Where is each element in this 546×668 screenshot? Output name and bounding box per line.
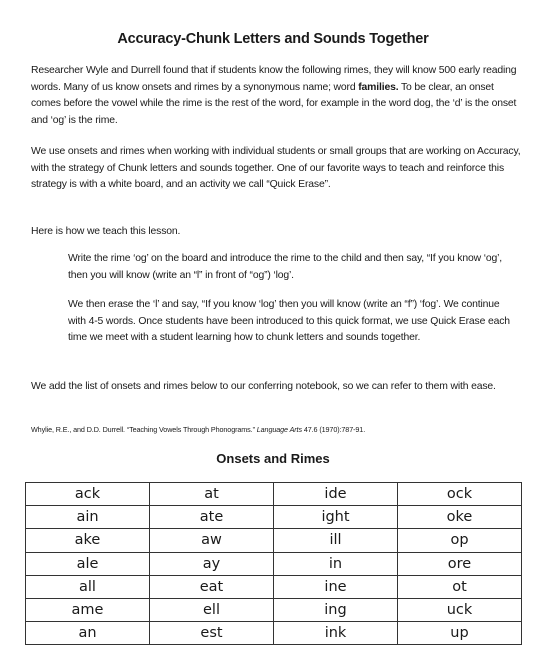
rime-cell: an (26, 622, 150, 645)
rimes-table (25, 482, 522, 645)
rime-cell: in (274, 552, 398, 575)
rime-cell: oke (398, 506, 522, 529)
table-row (26, 483, 522, 506)
rime-cell: ot (398, 575, 522, 598)
rime-cell: ine (274, 575, 398, 598)
rime-cell: eat (150, 575, 274, 598)
table-row (26, 552, 522, 575)
lesson-step-1: Write the rime ‘og’ on the board and introduce the rime to the child and then say, “If you know ‘og’, then you will know (write an “l” in front of “og”) ‘log’. (68, 253, 503, 281)
rime-cell: up (398, 622, 522, 645)
intro-bold-word: families. (358, 81, 399, 93)
rime-cell: ack (26, 483, 150, 506)
table-title: Onsets and Rimes (216, 451, 330, 466)
table-row (26, 506, 522, 529)
rime-cell: ight (274, 506, 398, 529)
citation-journal: Language Arts (256, 425, 302, 434)
rime-cell: ing (274, 598, 398, 621)
rime-cell: ake (26, 529, 150, 552)
citation-rest: 47.6 (1970):787-91. (301, 425, 366, 434)
strategy-paragraph: We use onsets and rimes when working with individual students or small groups that are working on Accuracy, with the strategy of Chunk letters and sounds together. One of our favorite ways to teach and reinforce this strategy is with a white board, and an activity we call “Quick Erase”. (31, 146, 521, 191)
intro-text-part2: To be clear, an onset comes before the vowel while the rime is the rest of the word, for example in the word dog, the ‘d’ is the onset and ‘og’ is the rime. (31, 81, 517, 126)
rime-cell: ate (150, 506, 274, 529)
rime-cell: ell (150, 598, 274, 621)
rime-cell: ill (274, 529, 398, 552)
table-row (26, 575, 522, 598)
rime-cell: all (26, 575, 150, 598)
table-row (26, 622, 522, 645)
rime-cell: est (150, 622, 274, 645)
rime-cell: ock (398, 483, 522, 506)
rime-cell: uck (398, 598, 522, 621)
rime-cell: ay (150, 552, 274, 575)
page-title: Accuracy-Chunk Letters and Sounds Together (117, 31, 429, 47)
rime-cell: ore (398, 552, 522, 575)
rime-cell: ale (26, 552, 150, 575)
table-row (26, 529, 522, 552)
intro-paragraph (31, 63, 521, 129)
rime-cell: aw (150, 529, 274, 552)
notebook-paragraph: We add the list of onsets and rimes below to our conferring notebook, so we can refer to them with ease. (31, 381, 496, 392)
table-row (26, 598, 522, 621)
rime-cell: ink (274, 622, 398, 645)
citation (31, 425, 521, 434)
rime-cell: op (398, 529, 522, 552)
rime-cell: ain (26, 506, 150, 529)
lesson-intro-paragraph: Here is how we teach this lesson. (31, 226, 181, 237)
lesson-step-2: We then erase the ‘l’ and say, “If you know ‘log’ then you will know (write an “f”) ‘fog’. We continue with 4-5 words. Once students have been introduced to this quick format, we use Quick Erase each time we meet with a student learning how to chunk letters and sounds together. (68, 299, 510, 344)
rime-cell: at (150, 483, 274, 506)
rime-cell: ame (26, 598, 150, 621)
rime-cell: ide (274, 483, 398, 506)
citation-authors: Whylie, R.E., and D.D. Durrell. “Teaching Vowels Through Phonograms.” (31, 425, 257, 434)
intro-text-part1: Researcher Wyle and Durrell found that if students know the following rimes, they will know 500 early reading words. Many of us know onsets and rimes by a synonymous name; word (31, 65, 517, 93)
rimes-table-body (26, 483, 522, 645)
